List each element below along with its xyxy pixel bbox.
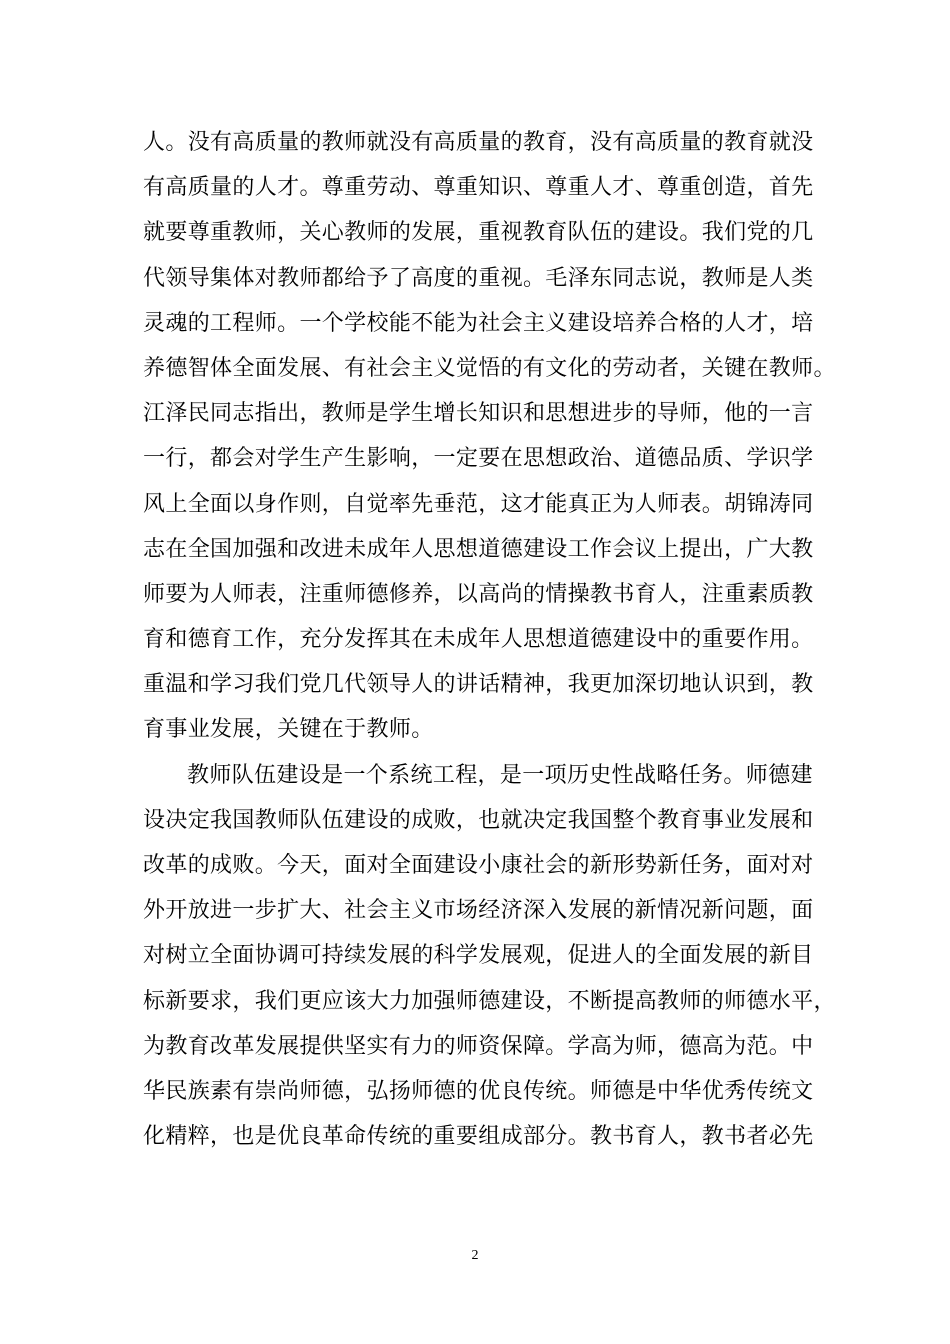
text-line: 改革的成败。今天，面对全面建设小康社会的新形势新任务，面对对 [143, 853, 814, 878]
text-line: 重温和学习我们党几代领导人的讲话精神，我更加深切地认识到，教 [143, 672, 814, 698]
text-line: 师要为人师表，注重师德修养，以高尚的情操教书育人，注重素质教 [143, 581, 814, 607]
text-line: 化精粹，也是优良革命传统的重要组成部分。教书育人，教书者必先 [143, 1124, 814, 1150]
paragraph-first-line: 教师队伍建设是一个系统工程，是一项历史性战略任务。师德建 [187, 762, 813, 788]
text-line: 华民族素有崇尚师德，弘扬师德的优良传统。师德是中华优秀传统文 [143, 1078, 814, 1104]
page-number: 2 [471, 1248, 479, 1263]
text-line: 代领导集体对教师都给予了高度的重视。毛泽东同志说，教师是人类 [143, 265, 814, 291]
text-line: 育和德育工作，充分发挥其在未成年人思想道德建设中的重要作用。 [143, 627, 814, 653]
text-line: 育事业发展，关键在于教师。 [143, 717, 434, 743]
text-line: 设决定我国教师队伍建设的成败，也就决定我国整个教育事业发展和 [143, 807, 814, 833]
text-line: 就要尊重教师，关心教师的发展，重视教育队伍的建设。我们党的几 [143, 220, 814, 246]
text-line: 风上全面以身作则，自觉率先垂范，这才能真正为人师表。胡锦涛同 [143, 491, 814, 517]
text-line: 灵魂的工程师。一个学校能不能为社会主义建设培养合格的人才，培 [143, 310, 814, 336]
body-text [143, 120, 836, 1159]
text-line: 标新要求，我们更应该大力加强师德建设，不断提高教师的师德水平， [143, 988, 836, 1014]
text-line: 人。没有高质量的教师就没有高质量的教育，没有高质量的教育就没 [143, 130, 814, 155]
text-line: 一行，都会对学生产生影响，一定要在思想政治、道德品质、学识学 [143, 446, 814, 472]
text-line: 对树立全面协调可持续发展的科学发展观，促进人的全面发展的新目 [143, 943, 814, 969]
text-line: 为教育改革发展提供坚实有力的师资保障。学高为师，德高为范。中 [143, 1033, 814, 1059]
text-line: 志在全国加强和改进未成年人思想道德建设工作会议上提出，广大教 [143, 536, 814, 562]
text-line: 有高质量的人才。尊重劳动、尊重知识、尊重人才、尊重创造，首先 [143, 175, 814, 201]
text-line: 外开放进一步扩大、社会主义市场经济深入发展的新情况新问题，面 [143, 898, 814, 924]
text-line: 江泽民同志指出，教师是学生增长知识和思想进步的导师，他的一言 [143, 401, 814, 427]
text-line: 养德智体全面发展、有社会主义觉悟的有文化的劳动者，关键在教师。 [143, 355, 836, 381]
